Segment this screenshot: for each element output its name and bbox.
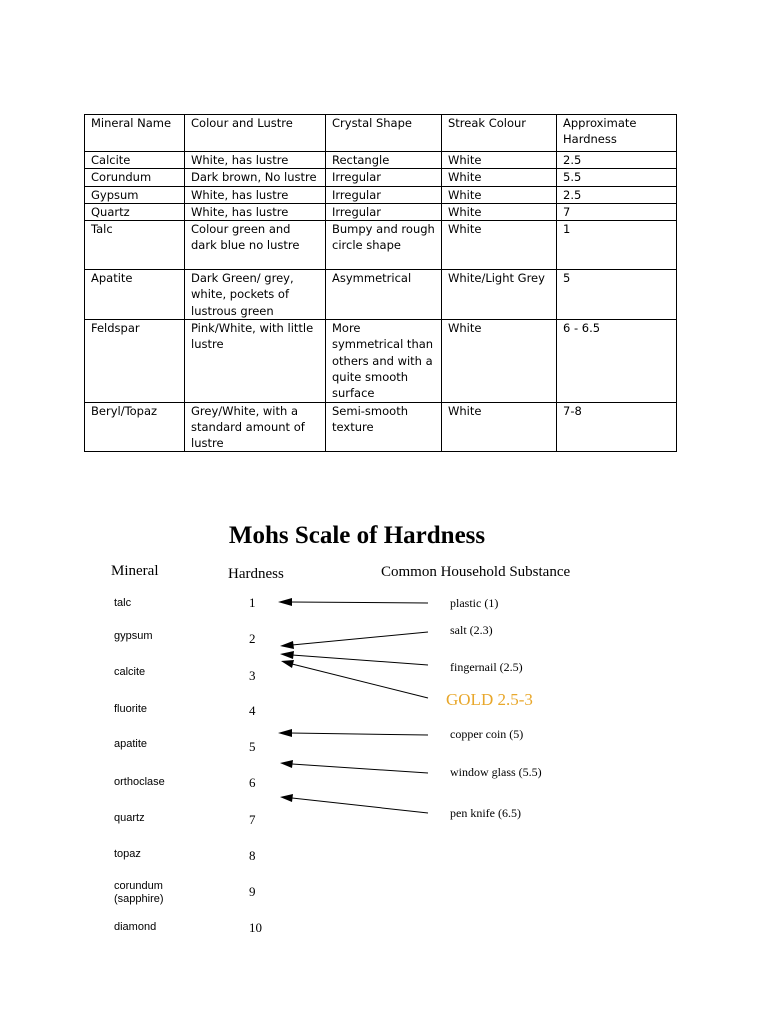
cell-hardness: 6 - 6.5 [557, 320, 677, 402]
arrowhead [280, 794, 293, 802]
cell-mineral: Corundum [85, 169, 185, 186]
household-substance-label: fingernail (2.5) [450, 660, 523, 674]
hardness-value: 2 [249, 631, 256, 646]
header-colour-lustre: Colour and Lustre [185, 115, 326, 152]
mineral-name: diamond [114, 921, 157, 933]
column-header-hardness: Hardness [228, 566, 284, 582]
arrow-glass-to-orthoclase [292, 764, 428, 773]
cell-colour: Dark Green/ grey, white, pockets of lustrous green [185, 270, 326, 320]
cell-streak: White [442, 203, 557, 220]
cell-streak: White [442, 186, 557, 203]
hardness-value: 4 [249, 703, 256, 718]
cell-shape: Rectangle [326, 152, 442, 169]
mineral-name: apatite [114, 738, 148, 750]
hardness-value: 8 [249, 848, 256, 863]
hardness-value: 10 [249, 920, 262, 935]
cell-hardness: 5 [557, 270, 677, 320]
cell-colour: Dark brown, No lustre [185, 169, 326, 186]
cell-hardness: 7 [557, 203, 677, 220]
cell-shape: Semi-smooth texture [326, 402, 442, 452]
cell-colour: Grey/White, with a standard amount of lustre [185, 402, 326, 452]
mineral-name: orthoclase [114, 776, 165, 788]
arrowhead [278, 729, 292, 737]
cell-colour: White, has lustre [185, 186, 326, 203]
household-substance-label: salt (2.3) [450, 623, 493, 637]
gold-substance-label: GOLD 2.5-3 [446, 690, 533, 709]
arrow-copper-to-apatite [290, 733, 428, 735]
cell-shape: Asymmetrical [326, 270, 442, 320]
cell-shape: Bumpy and rough circle shape [326, 221, 442, 270]
hardness-value: 7 [249, 812, 256, 827]
household-substance-label: pen knife (6.5) [450, 806, 521, 820]
mineral-name: corundum (sapphire) [114, 880, 164, 905]
cell-hardness: 2.5 [557, 186, 677, 203]
cell-streak: White [442, 221, 557, 270]
cell-colour: Colour green and dark blue no lustre [185, 221, 326, 270]
mineral-name: gypsum [114, 630, 153, 642]
cell-hardness: 5.5 [557, 169, 677, 186]
household-substance-label: window glass (5.5) [450, 765, 542, 779]
hardness-value: 5 [249, 739, 256, 754]
column-header-household-substance: Common Household Substance [381, 564, 571, 580]
cell-streak: White [442, 402, 557, 452]
hardness-value: 9 [249, 884, 256, 899]
cell-hardness: 7-8 [557, 402, 677, 452]
cell-colour: Pink/White, with little lustre [185, 320, 326, 402]
column-header-mineral: Mineral [111, 563, 159, 579]
cell-shape: Irregular [326, 186, 442, 203]
cell-shape: Irregular [326, 203, 442, 220]
mineral-name: fluorite [114, 703, 148, 715]
mineral-name: quartz [114, 812, 145, 824]
header-crystal-shape: Crystal Shape [326, 115, 442, 152]
mineral-name: talc [114, 597, 132, 609]
cell-streak: White [442, 169, 557, 186]
header-streak-colour: Streak Colour [442, 115, 557, 152]
arrow-gold-to-calcite [292, 664, 428, 698]
hardness-value: 1 [249, 595, 256, 610]
cell-shape: Irregular [326, 169, 442, 186]
cell-streak: White [442, 320, 557, 402]
hardness-value: 6 [249, 775, 256, 790]
cell-mineral: Gypsum [85, 186, 185, 203]
household-substance-label: plastic (1) [450, 596, 499, 610]
cell-hardness: 1 [557, 221, 677, 270]
arrow-knife-to-quartz [292, 798, 428, 813]
header-mineral-name: Mineral Name [85, 115, 185, 152]
cell-shape: More symmetrical than others and with a quite smooth surface [326, 320, 442, 402]
cell-colour: White, has lustre [185, 152, 326, 169]
arrow-plastic-to-talc [290, 602, 428, 603]
arrowhead [278, 598, 292, 606]
cell-mineral: Calcite [85, 152, 185, 169]
arrow-salt-to-gypsum [292, 632, 428, 645]
arrow-fingernail-to-gypsum [292, 655, 428, 665]
arrowhead [280, 760, 293, 768]
mohs-scale-title: Mohs Scale of Hardness [228, 522, 486, 549]
arrowhead [281, 660, 294, 668]
cell-streak: White/Light Grey [442, 270, 557, 320]
cell-mineral: Beryl/Topaz [85, 402, 185, 452]
mineral-name: calcite [114, 666, 146, 678]
arrowhead [280, 641, 294, 649]
hardness-value: 3 [249, 668, 256, 683]
arrowhead [280, 651, 294, 659]
cell-mineral: Talc [85, 221, 185, 270]
cell-streak: White [442, 152, 557, 169]
household-substance-label: copper coin (5) [450, 727, 524, 741]
mineral-name: topaz [114, 848, 141, 860]
cell-colour: White, has lustre [185, 203, 326, 220]
header-hardness: Approximate Hardness [557, 115, 677, 152]
cell-mineral: Quartz [85, 203, 185, 220]
cell-mineral: Apatite [85, 270, 185, 320]
cell-hardness: 2.5 [557, 152, 677, 169]
cell-mineral: Feldspar [85, 320, 185, 402]
